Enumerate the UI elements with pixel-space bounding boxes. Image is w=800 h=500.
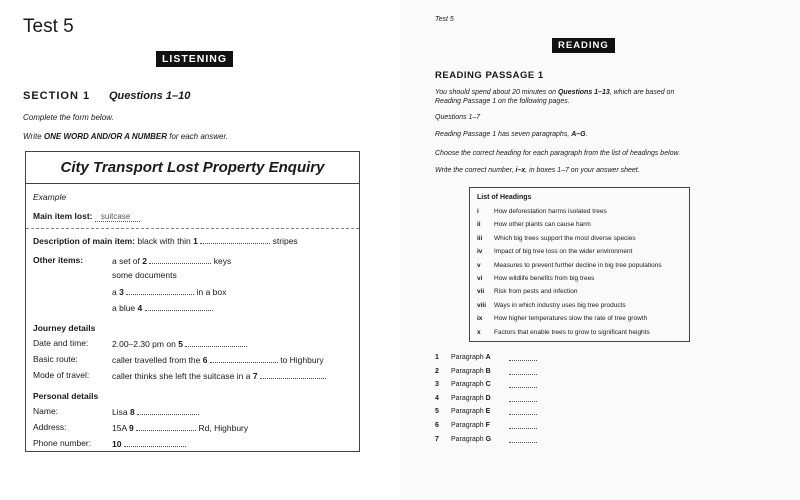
- paragraph-answer-blank[interactable]: [509, 381, 537, 388]
- other-item-3: a 3 in a box: [112, 287, 227, 297]
- answer-number: 6: [435, 422, 439, 429]
- right-test-title: Test 5: [435, 16, 454, 23]
- heading-text: How other plants can cause harm: [494, 221, 591, 229]
- answer-number: 3: [435, 381, 439, 389]
- answer-number: 5: [435, 408, 439, 416]
- answer-blank-5[interactable]: [185, 338, 247, 347]
- route-value: caller travelled from the 6 to Highbury: [112, 355, 324, 365]
- heading-text: Impact of big tree loss on the wider environment: [494, 248, 633, 256]
- choose-instruction: Choose the correct heading for each paragraph from the list of headings below.: [435, 150, 681, 157]
- answer-blank-7[interactable]: [260, 370, 326, 379]
- other-item-1: a set of 2 keys: [112, 256, 232, 266]
- mode-value: caller thinks she left the suitcase in a 7: [112, 370, 326, 381]
- example-label: Example: [33, 192, 67, 202]
- answer-blank-2[interactable]: [149, 255, 211, 264]
- answer-blank-9[interactable]: [136, 422, 196, 431]
- answer-blank-1[interactable]: [200, 235, 270, 244]
- route-label: Basic route:: [33, 354, 78, 364]
- heading-text: Which big trees support the most diverse species: [494, 234, 636, 242]
- paragraph-label: Paragraph G: [451, 435, 492, 443]
- paragraph-answer-blank[interactable]: [509, 368, 537, 375]
- phone-value: 10: [112, 438, 186, 449]
- test-title: Test 5: [23, 16, 74, 37]
- instruction-write: Write ONE WORD AND/OR A NUMBER for each answer.: [23, 132, 229, 141]
- heading-number: vii: [477, 288, 485, 296]
- answer-blank-4[interactable]: [145, 302, 213, 311]
- answer-blank-3[interactable]: [126, 286, 194, 295]
- heading-number: vi: [477, 275, 483, 282]
- heading-number: iv: [477, 248, 483, 256]
- other-item-4: a blue 4: [112, 302, 213, 313]
- answer-blank-8[interactable]: [137, 406, 199, 415]
- form-title-row: [26, 152, 359, 184]
- heading-number: x: [477, 328, 481, 336]
- paragraph-answer-blank[interactable]: [509, 395, 537, 402]
- answer-number: 4: [435, 394, 439, 402]
- personal-details-heading: Personal details: [33, 391, 99, 401]
- paragraph-answer-blank[interactable]: [509, 408, 537, 415]
- phone-label: Phone number:: [33, 438, 92, 448]
- heading-text: Risk from pests and infection: [494, 288, 578, 296]
- questions-range: Questions 1–10: [109, 90, 191, 102]
- heading-text: How wildlife benefits from big trees: [494, 275, 595, 282]
- form-title: City Transport Lost Property Enquiry: [60, 159, 325, 176]
- intro-line-1: You should spend about 20 minutes on Questions 1–13, which are based on: [435, 89, 675, 96]
- heading-text: Ways in which industry uses big tree products: [494, 301, 626, 309]
- answer-number: 2: [435, 367, 439, 375]
- passage-title: READING PASSAGE 1: [435, 70, 544, 81]
- example-row: [26, 183, 359, 229]
- answer-number: 1: [435, 354, 439, 361]
- heading-number: ii: [477, 221, 481, 229]
- paragraph-label: Paragraph E: [451, 408, 491, 416]
- description-row: Description of main item: black with thin 1 stripes: [33, 236, 298, 246]
- main-item-value: suitcase: [95, 212, 140, 222]
- instruction-complete: Complete the form below.: [23, 113, 114, 122]
- reading-badge: READING: [552, 38, 615, 53]
- headings-title: List of Headings: [477, 194, 532, 201]
- paragraph-label: Paragraph F: [451, 422, 490, 429]
- paragraph-answer-blank[interactable]: [509, 354, 537, 361]
- address-value: 15A 9 Rd, Highbury: [112, 423, 249, 433]
- paragraph-label: Paragraph B: [451, 367, 491, 375]
- heading-text: How deforestation harms isolated trees: [494, 208, 607, 215]
- paragraph-info: Reading Passage 1 has seven paragraphs, A–G.: [435, 131, 588, 138]
- heading-number: i: [477, 208, 479, 215]
- other-items-label: Other items:: [33, 255, 84, 265]
- paragraph-answer-blank[interactable]: [509, 422, 537, 429]
- heading-number: v: [477, 261, 481, 269]
- answer-number: 7: [435, 435, 439, 443]
- answer-blank-6[interactable]: [210, 354, 278, 363]
- mode-label: Mode of travel:: [33, 370, 90, 380]
- journey-details-heading: Journey details: [33, 323, 96, 333]
- main-item-row: Main item lost: suitcase: [33, 211, 140, 221]
- write-instruction: Write the correct number, i–x, in boxes 1–7 on your answer sheet.: [435, 167, 640, 174]
- heading-text: How higher temperatures slow the rate of tree growth: [494, 315, 648, 323]
- heading-text: Factors that enable trees to grow to significant heights: [494, 328, 650, 336]
- heading-number: viii: [477, 301, 487, 309]
- paragraph-label: Paragraph D: [451, 394, 491, 402]
- name-value: Lisa 8: [112, 406, 199, 417]
- heading-text: Measures to prevent further decline in big tree populations: [494, 261, 662, 269]
- date-value: 2.00–2.30 pm on 5: [112, 338, 247, 349]
- answer-blank-10[interactable]: [124, 438, 186, 447]
- list-of-headings-box: [469, 187, 690, 342]
- section-label: SECTION 1: [23, 90, 91, 102]
- address-label: Address:: [33, 422, 67, 432]
- name-label: Name:: [33, 406, 59, 416]
- paragraph-label: Paragraph A: [451, 354, 491, 361]
- paragraph-label: Paragraph C: [451, 381, 491, 389]
- paragraph-answer-blank[interactable]: [509, 436, 537, 443]
- intro-line-2: Reading Passage 1 on the following pages.: [435, 98, 570, 105]
- listening-badge: LISTENING: [156, 51, 233, 67]
- heading-number: ix: [477, 315, 483, 323]
- questions-1-7: Questions 1–7: [435, 114, 481, 121]
- heading-number: iii: [477, 234, 483, 242]
- other-item-2: some documents: [112, 270, 177, 280]
- date-label: Date and time:: [33, 338, 89, 348]
